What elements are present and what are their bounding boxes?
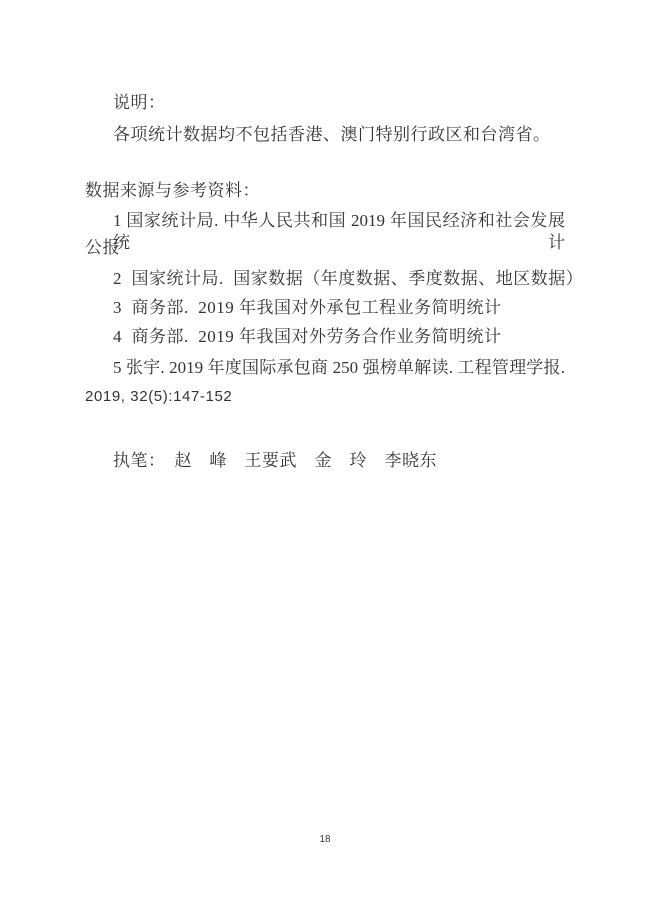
note-text: 各项统计数据均不包括香港、澳门特别行政区和台湾省。 [113, 125, 551, 144]
reference-5-line-2: 2019, 32(5):147-152 [85, 388, 233, 405]
note-heading: 说明： [113, 93, 166, 112]
reference-3: 3 商务部. 2019 年我国对外承包工程业务简明统计 [113, 298, 502, 317]
reference-5-line-1: 5 张宇. 2019 年度国际承包商 250 强榜单解读. 工程管理学报. [113, 358, 565, 377]
reference-2: 2 国家统计局. 国家数据（年度数据、季度数据、地区数据） [113, 269, 584, 288]
reference-4: 4 商务部. 2019 年我国对外劳务合作业务简明统计 [113, 327, 502, 346]
reference-1-line-1: 1 国家统计局. 中华人民共和国 2019 年国民经济和社会发展统计 [113, 211, 565, 252]
page-number: 18 [319, 834, 331, 845]
byline: 执笔： 赵 峰 王要武 金 玲 李晓东 [113, 451, 437, 470]
reference-1-line-2: 公报 [85, 238, 120, 257]
sources-heading: 数据来源与参考资料： [85, 181, 260, 200]
